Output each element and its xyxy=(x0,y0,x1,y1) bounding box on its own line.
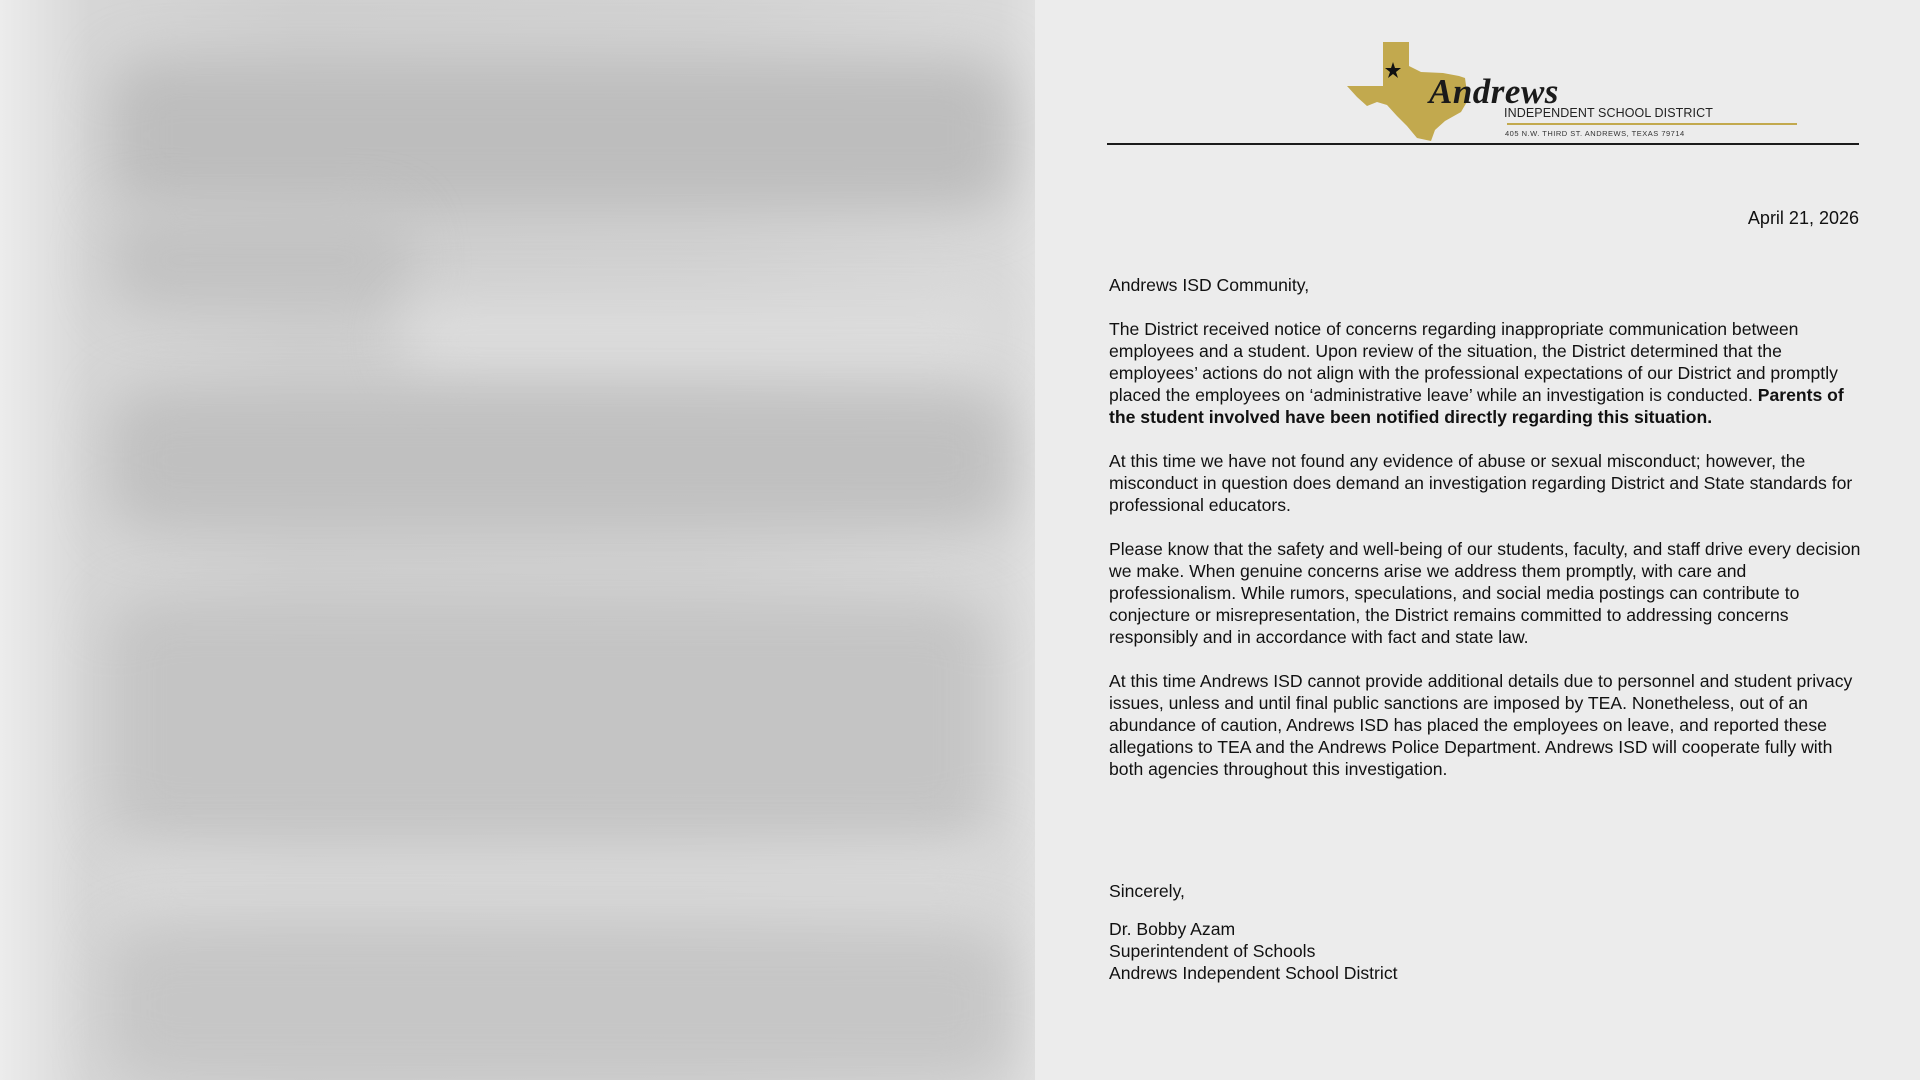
blurred-shape xyxy=(110,390,1010,530)
letter-body xyxy=(1109,274,1861,802)
signer-name: Dr. Bobby Azam xyxy=(1109,919,1236,939)
paragraph-1-bold-text: Parents of the student involved have been notified directly regarding this situation. xyxy=(1109,385,1844,427)
blurred-shape xyxy=(110,930,1010,1080)
logo-wordmark: Andrews xyxy=(1429,72,1559,111)
blurred-shape xyxy=(110,60,1010,210)
blurred-shape xyxy=(110,600,990,840)
paragraph-4: At this time Andrews ISD cannot provide additional details due to personnel and student privacy issues, unless and until final public sanctions are imposed by TEA. Nonetheless, out of an abundance of caution, Andrews ISD has placed the employees on leave, and reported these allegations to TEA and the Andrews Police Department. Andrews ISD will cooperate fully with both agencies throughout this investigation. xyxy=(1109,671,1853,779)
letter-date: April 21, 2026 xyxy=(1747,208,1859,228)
closing: Sincerely, xyxy=(1109,881,1185,901)
blurred-shape xyxy=(110,210,410,310)
logo-subtitle: INDEPENDENT SCHOOL DISTRICT xyxy=(1504,106,1713,120)
paragraph-1-text: The District received notice of concerns regarding inappropriate communication between employees and a student. Upon review of the situation, the District determined that the employees’ actions do not align with the professional expectations of our District and promptly placed the employees on ‘administrative leave’ while an investigation is conducted. xyxy=(1109,319,1838,405)
greeting: Andrews ISD Community, xyxy=(1109,275,1310,295)
signer-organization: Andrews Independent School District xyxy=(1109,963,1398,983)
paragraph-3: Please know that the safety and well-being of our students, faculty, and staff drive every decision we make. When genuine concerns arise we address them promptly, with care and professionalism. While rumors, speculations, and social media postings can contribute to conjecture or misrepresentation, the District remains committed to addressing concerns responsibly and in accordance with fact and state law. xyxy=(1109,539,1861,647)
letterhead xyxy=(1107,38,1859,146)
paragraph-2: At this time we have not found any evidence of abuse or sexual misconduct; however, the misconduct in question does demand an investigation regarding District and State standards for professional educators. xyxy=(1109,451,1853,515)
signature-block xyxy=(1109,918,1398,984)
letterhead-rule xyxy=(1107,143,1859,145)
logo-address: 405 N.W. THIRD ST. ANDREWS, TEXAS 79714 xyxy=(1505,129,1685,138)
letter-document xyxy=(1035,0,1920,1080)
paragraph-1 xyxy=(1109,318,1861,428)
blurred-shape xyxy=(400,300,1000,380)
signer-title: Superintendent of Schools xyxy=(1109,941,1316,961)
logo-underline xyxy=(1507,123,1797,125)
blurred-shape xyxy=(110,860,1010,920)
